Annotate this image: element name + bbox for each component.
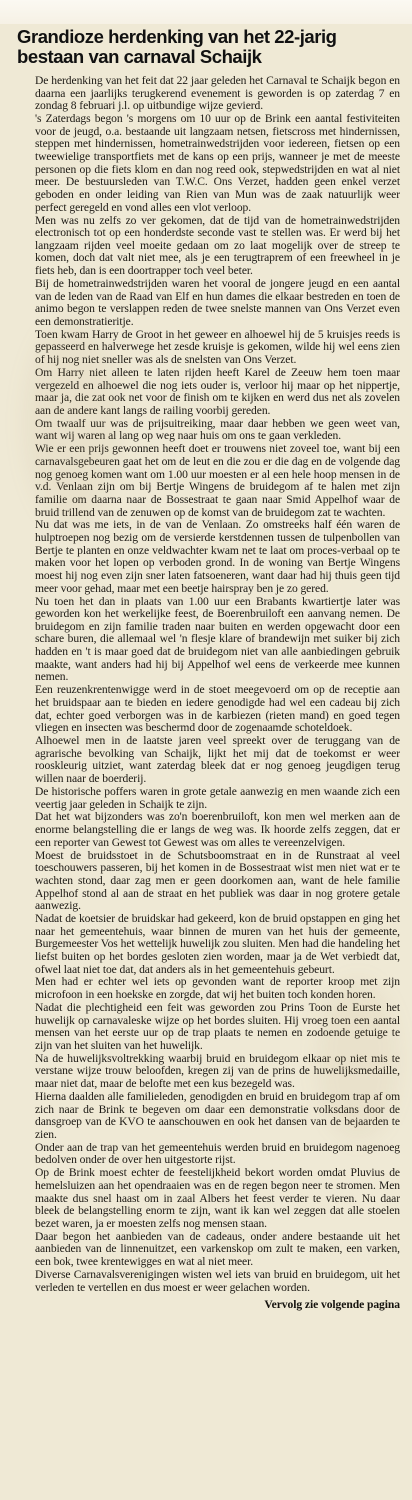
paragraph: Daar begon het aanbieden van de cadeaus, onder andere bestaande uit het aanbieden van de linnenuitzet, een varkenskop om zult te maken, een varken, een bok, twee krentewigges en wat al niet meer. bbox=[35, 1229, 400, 1269]
article-body bbox=[35, 75, 400, 1311]
paragraph: Moest de bruidsstoet in de Schutsboomstraat en in de Runstraat al veel toeschouwers passeren, bij het komen in de Bossestraat wist men niet wat er te wachten stond, daar zag men er geen doorkomen aan, want de hele familie Appelhof stond al aan de straat en het publiek was daar in nog grotere getale aanwezig. bbox=[35, 848, 400, 913]
paragraph: 's Zaterdags begon 's morgens om 10 uur op de Brink een aantal festiviteiten voor de jeugd, o.a. bestaande uit langzaam netsen, fietscross met hindernissen, steppen met hindernissen, hometrainwedstrijden voor iedereen, fietsen op een tweewielige transportfiets met de kans op een prijs, wanneer je met de meeste personen op die fiets klom en dan nog reed ook, stepwedstrijden en wat al niet meer. De bestuursleden van T.W.C. Ons Verzet, hadden geen enkel verzet geboden en onder leiding van Rien van Mun was de zaak natuurlijk weer perfect geregeld en vond alles een vlot verloop. bbox=[35, 112, 400, 214]
paragraph: De herdenking van het feit dat 22 jaar geleden het Carnaval te Schaijk begon en daarna een jaarlijks terugkerend evenement is geworden is op zaterdag 7 en zondag 8 februari j.l. op uitbundige wijze gevierd. bbox=[35, 74, 400, 113]
paragraph: Men was nu zelfs zo ver gekomen, dat de tijd van de hometrainwedstrijden electronisch tot op een honderdste seconde vast te stellen was. Er werd bij het langzaam rijden veel moeite gedaan om zo laat mogelijk over de streep te komen, doch dat valt niet mee, als je een terugtraprem of een freewheel in je fiets heb, dan is een doortrapper toch veel beter. bbox=[35, 213, 400, 278]
paragraph: Nu dat was me iets, in de van de Venlaan. Zo omstreeks half één waren de hulptroepen nog bezig om de versierde kerstdennen tussen de tulpenbollen van Bertje te planten en onze veldwachter kwam net te laat om proces-verbaal op te maken voor het lopen op verboden grond. In de woning van Bertje Wingens moest hij nog even zijn sner laten fatsoeneren, want daar had hij thuis geen tijd meer voor gehad, maar met een beetje hairspray ben je zo gered. bbox=[35, 518, 400, 595]
paragraph: Diverse Carnavalsverenigingen wisten wel iets van bruid en bruidegom, uit het verleden te vertellen en dus moest er weer gelachen worden. bbox=[35, 1267, 400, 1294]
paragraph: Op de Brink moest echter de feestelijkheid bekort worden omdat Pluvius de hemelsluizen aan het opendraaien was en de regen begon neer te stromen. Men maakte dus snel haast om in zaal Albers het feest verder te vieren. Nu daar bleek de belangstelling enorm te zijn, want ik kan wel zeggen dat alle stoelen bezet waren, ja er moesten zelfs nog mensen staan. bbox=[35, 1166, 400, 1230]
continued-note: Vervolg zie volgende pagina bbox=[264, 1298, 400, 1312]
paragraph: Nadat die plechtigheid een feit was geworden zou Prins Toon de Eurste het huwelijk op carnavaleske wijze op het bordes sluiten. Hij vroeg toen een aantal mensen van het eerste uur op de trap plaats te nemen en zodoende getuige te zijn van het sluiten van het huwelijk. bbox=[35, 1001, 400, 1052]
paragraph: Men had er echter wel iets op gevonden want de reporter kroop met zijn microfoon in een hoekske en zorgde, dat wij het buiten toch konden horen. bbox=[35, 975, 400, 1002]
paragraph: Dat het wat bijzonders was zo'n boerenbruiloft, kon men wel merken aan de enorme belangstelling die er langs de weg was. Ik hoorde zelfs zeggen, dat er een reporter van Gewest tot Gewest was om alles te vereenzelvigen. bbox=[35, 810, 400, 849]
paragraph: Onder aan de trap van het gemeentehuis werden bruid en bruidegom nagenoeg bedolven onder de over hen uitgestorte rijst. bbox=[35, 1140, 400, 1167]
paragraph: Om Harry niet alleen te laten rijden heeft Karel de Zeeuw hem toen maar vergezeld en alhoewel die nog iets ouder is, verloor hij maar op het nippertje, maar ja, die zat ook net voor de finish om te kijken en werd dus net als zovelen aan de andere kant langs de railing voorbij gereden. bbox=[35, 365, 400, 417]
paragraph: Om twaalf uur was de prijsuitreiking, maar daar hebben we geen weet van, want wij waren al lang op weg naar huis om ons te gaan verkleden. bbox=[35, 416, 400, 443]
paragraph: Een reuzenkrentenwigge werd in de stoet meegevoerd om op de receptie aan het bruidspaar aan te bieden en iedere genodigde had wel een cadeau bij zich dat, echter goed verborgen was in de karbiezen (rieten mand) en goed tegen vliegen en insecten was beschermd door de zogenaamde schoteldoek. bbox=[35, 683, 400, 735]
paragraph: De historische poffers waren in grote getale aanwezig en men waande zich een veertig jaar geleden in Schaijk te zijn. bbox=[35, 784, 400, 811]
paragraph: Alhoewel men in de laatste jaren veel spreekt over de teruggang van de agrarische bevolking van Schaijk, lijkt het mij dat de toekomst er weer rooskleurig uitziet, want zaterdag bleek dat er nog genoeg jeugdigen terug willen naar de boerderij. bbox=[35, 734, 400, 785]
paragraph: Na de huwelijksvoltrekking waarbij bruid en bruidegom elkaar op niet mis te verstane wijze trouw beloofden, kregen zij van de prins de huwelijksmedaille, maar niet dat, maar de belofte met een kus bezegeld was. bbox=[35, 1051, 400, 1091]
article-headline: Grandioze herdenking van het 22-jarig bestaan van carnaval Schaijk bbox=[17, 26, 337, 67]
paragraph: Nu toen het dan in plaats van 1.00 uur een Brabants kwartiertje later was geworden kon het werkelijke feest, de Boerenbruiloft een aanvang nemen. De bruidegom en zijn familie traden naar buiten en werden opgewacht door een schare buren, die allemaal wel 'n flesje klare of brandewijn met suiker bij zich hadden en 't is maar goed dat de bruidegom niet van alle aanbiedingen gebruik maakte, want anders had hij bij Appelhof wel eens de verkeerde mee kunnen nemen. bbox=[35, 594, 400, 684]
paragraph: Nadat de koetsier de bruidskar had gekeerd, kon de bruid opstappen en ging het naar het gemeentehuis, waar binnen de muren van het huis der gemeente, Burgemeester Vos het wettelijk huwelijk zou sluiten. Men had die handeling het liefst buiten op het bordes gesloten zien worden, maar ja de Wet verbiedt dat, ofwel laat niet toe dat, dat anders als in het gemeentehuis gebeurt. bbox=[35, 912, 400, 976]
torn-paper-edge bbox=[0, 0, 412, 24]
paragraph: Bij de hometrainwedstrijden waren het vooral de jongere jeugd en een aantal van de leden van de Raad van Elf en hun dames die elkaar bestreden en toen de animo begon te verslappen reden de twee snelste mannen van Ons Verzet even een demonstratieritje. bbox=[35, 277, 400, 328]
paragraph: Toen kwam Harry de Groot in het geweer en alhoewel hij de 5 kruisjes reeds is gepasseerd en halverwege het zesde kruisje is gekomen, wilde hij wel eens zien of hij nog niet sneller was als de snelsten van Ons Verzet. bbox=[35, 327, 400, 367]
paragraph: Hierna daalden alle familieleden, genodigden en bruid en bruidegom trap af om zich naar de Brink te begeven om daar een demonstratie volksdans door de dansgroep van de KVO te aanschouwen en ook het dansen van de bejaarden te zien. bbox=[35, 1090, 400, 1141]
paragraph: Wie er een prijs gewonnen heeft doet er trouwens niet zoveel toe, want bij een carnavalsgebeuren gaat het om de leut en die zou er die dag en de volgende dag nog genoeg komen want om 1.00 uur moesten er al een hele hoop mensen in de v.d. Venlaan zijn om bij Bertje Wingens de bruidegom af te halen met zijn familie om daarna naar de Bossestraat te gaan naar Smid Appelhof waar de bruid trillend van de zenuwen op de komst van de bruidegom zat te wachten. bbox=[35, 442, 400, 519]
